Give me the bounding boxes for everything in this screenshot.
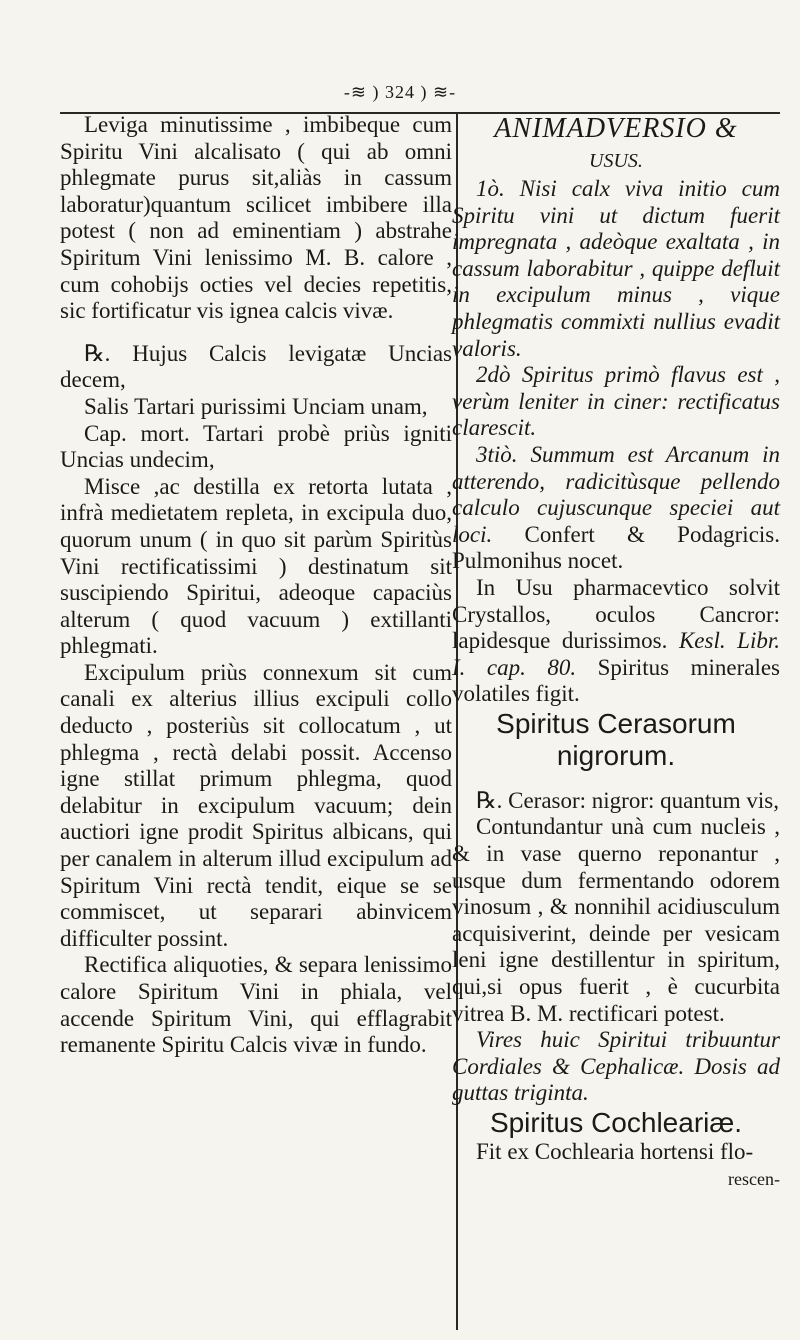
recipe-title-cochleariae: Spiritus Cochleariæ. bbox=[489, 1107, 743, 1138]
recipe-line: Cap. mort. Tartari probè priùs igniti Uncias undecim, bbox=[60, 420, 452, 473]
catchword: rescen- bbox=[728, 1168, 780, 1189]
paragraph-cochlearia: Fit ex Cochlearia hortensi flo- bbox=[476, 1139, 754, 1164]
running-head: -≋ ) 324 ) ≋- bbox=[343, 82, 457, 102]
paragraph-contundantur: Contundantur unà cum nucleis , & in vase querno reponantur , usque dum fermentando odorem vinosum , & nonnihil acidiusculum acquisiverint, deinde per vesicam leni igne destillentur in spiritum, qui,si opus fuerit , è cucurbita vitrea B. M. rectificari potest. bbox=[452, 814, 780, 1026]
left-column bbox=[60, 112, 452, 1059]
right-column bbox=[452, 112, 780, 1192]
paragraph-rectification: Rectifica aliquoties, & separa lenissimo calore Spiritum Vini in phiala, vel accende Spiritum Vini, qui efflagrabit remanente Spiritu Calcis vivæ in fundo. bbox=[60, 952, 452, 1058]
recipe-line: Salis Tartari purissimi Unciam unam, bbox=[84, 393, 428, 419]
recipe-line: ℞. Hujus Calcis levigatæ Uncias decem, bbox=[60, 340, 452, 393]
note-3: 3tiò. Summum est Arcanum in atterendo, radicitùsque pellendo calculo cujuscunque speciei aut loci. bbox=[452, 441, 780, 547]
usage-text-continued: Spiritus minerales volatiles figit. bbox=[452, 654, 781, 707]
paragraph-levigation: Leviga minutissime , imbibeque cum Spiritu Vini alcalisato ( qui ab omni phlegmate purus sit,aliàs in cassum laboratur)quantum scilicet imbibere illa potest ( non ad eminentiam ) abstrahe Spiritum Vini lenissimo M. B. calore , cum cohobijs octies vel decies repetitis, sic fortificatur vis ignea calcis vivæ. bbox=[60, 112, 452, 324]
paragraph-vires: Vires huic Spiritui tribuuntur Cordiales & Cephalicæ. Dosis ad guttas triginta. bbox=[452, 1027, 780, 1106]
note-1: 1ò. Nisi calx viva initio cum Spiritu vini ut dictum fuerit impregnata , adeòque exaltata , in cassum laborabitur , quippe defluit in excipulum minus , vique phlegmatis commixti nullius evadit valoris. bbox=[452, 176, 780, 361]
section-heading: ANIMADVERSIO & bbox=[494, 113, 738, 144]
paragraph-distillation: Misce ,ac destilla ex retorta lutata , infrà medietatem repleta, in excipula duo, quorum unum ( in quo sit parùm Spiritùs Vini rectificatissimi ) destinatum sit suscipiendo Spiritui, adeoque capaciùs alterum ( quod vacuum ) extillanti phlegmati. bbox=[60, 473, 452, 659]
usage-text: In Usu pharmacevtico solvit Crystallos, oculos Cancror: lapidesque durissimos. bbox=[452, 574, 780, 654]
note-2: 2dò Spiritus primò flavus est , verùm leniter in ciner: rectificatus clarescit. bbox=[452, 362, 780, 441]
note-3-continued: Confert & Podagricis. Pulmonihus nocet. bbox=[452, 521, 780, 574]
section-subheading: USUS. bbox=[589, 150, 643, 172]
recipe-line: ℞. Cerasor: nigror: quantum vis, bbox=[476, 787, 779, 813]
paragraph-excipulum: Excipulum priùs connexum sit cum canali ex alterius illius excipuli collo deducto , posteriùs sit collocatum , ut phlegma , rectà delabi possit. Accenso igne stillat primum phlegma, quod delabitur in excipulum vacuum; dein auctiori igne prodit Spiritus albicans, qui per canalem in alterum illud excipulum ad Spiritum Vini rectà tendit, eique se se commiscet, ut separari abinvicem difficulter possint. bbox=[60, 659, 452, 951]
reference-citation: Kesl. Libr. I. cap. 80. bbox=[452, 628, 780, 680]
recipe-title-cerasorum: Spiritus Cerasorum nigrorum. bbox=[496, 707, 736, 771]
